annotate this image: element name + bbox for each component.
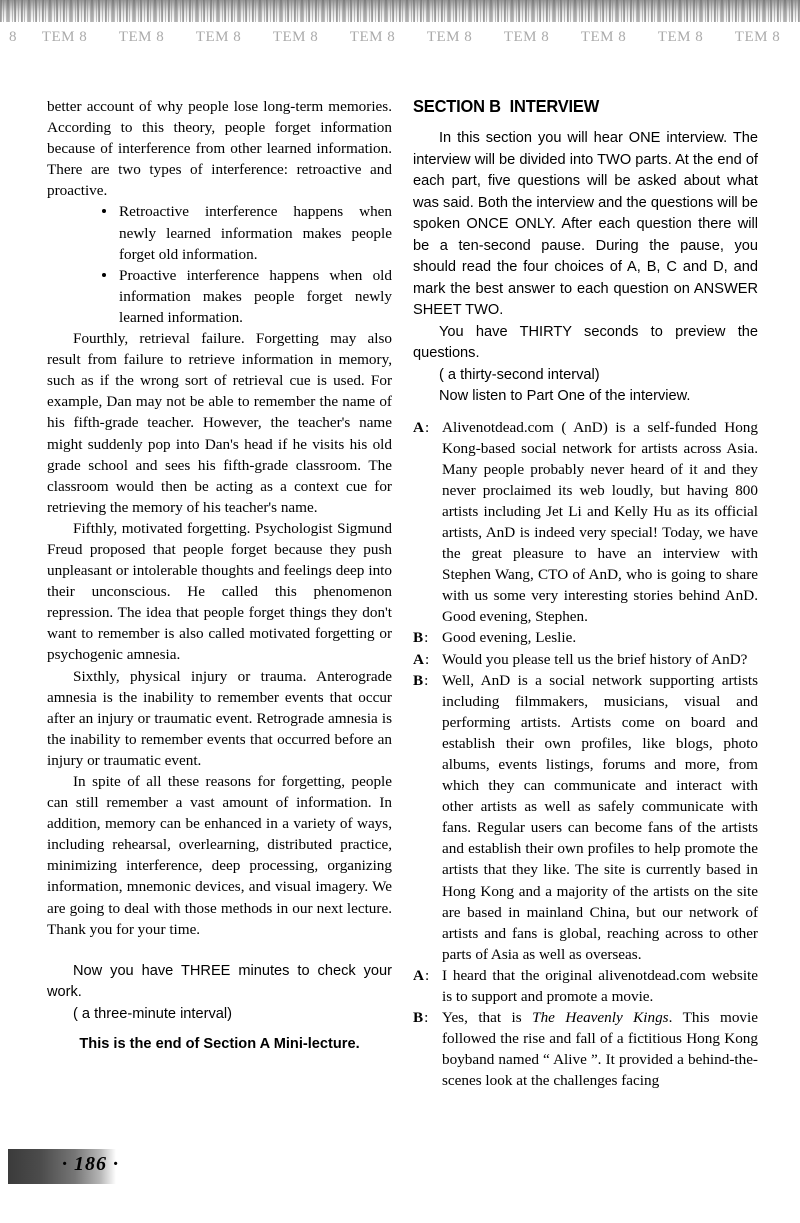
transcript-turn [413,1007,758,1091]
transcript-turn [413,965,758,1007]
running-head-mark: TEM 8 [349,28,396,45]
speaker-label: A: [413,650,430,668]
running-head-mark: TEM 8 [41,28,88,45]
list-item [47,265,392,328]
running-head-mark: TEM 8 [195,28,242,45]
speaker-label: B: [413,671,429,689]
running-head-mark: TEM 8 [657,28,704,45]
running-head-mark: TEM 8 [503,28,550,45]
transcript-text-tail: . This movie followed the rise and fall of a fictitious Hong Kong boyband named “ Alive ”. It provided a behind-the-scenes look at the challenges facing [442,1009,758,1090]
transcript-turn [413,417,758,628]
thirty-second-interval-note: ( a thirty-second interval) [439,366,600,383]
transcript-text-lead: Yes, that is [442,1009,533,1027]
interference-types-list [47,201,392,328]
speaker-label: B: [413,1009,429,1027]
left-column [47,96,392,1056]
running-head-mark-partial: 8 [9,28,17,45]
preview-instruction: You have THIRTY seconds to preview the questions. [413,323,758,361]
transcript-text: Alivenotdead.com ( AnD) is a self-funded Hong Kong-based social network for artists across Asia. Many people probably never heard of it and they never proclaimed its web loudly, but having 800 artists including Jet Li and Kelly Hu as its official artists, AnD is indeed very special! Today, we have the great pleasure to have an interview with Stephen Wang, CTO of AnD, who is going to share with us some very interesting stories behind AnD. Good evening, Stephen. [442,418,758,626]
three-minute-interval-note: ( a three-minute interval) [73,1005,232,1022]
list-item-label: Retroactive interference happens when newly learned information makes people forget old information. [119,203,392,263]
spacer [47,940,392,961]
listen-part-one-note: Now listen to Part One of the interview. [439,388,691,404]
speaker-label: A: [413,966,430,984]
page-number: · 186 · [62,1153,119,1175]
check-work-instruction: Now you have THREE minutes to check your work. [47,962,392,1001]
speaker-label: B: [413,629,429,647]
running-head-mark: TEM 8 [272,28,319,45]
transcript-text: Well, AnD is a social network supporting artists including filmmakers, musicians, visual and performing artists. Artists come on board and establish their own profiles, like blogs, photo albums, events listings, forums and more, from which they can communicate and interact with other artists as well as safely communicate with fans. Regular users can become fans of the artists and establish their own profiles to help promote the artists that they like. The site is currently based in Hong Kong and a majority of the artists on the site are based in mainland China, but our network of artists and fans is global, reaching across to other parts of Asia as well as overseas. [442,671,758,963]
paragraph-motivated-forgetting: Fifthly, motivated forgetting. Psychologist Sigmund Freud proposed that people forget because they push unpleasant or intolerable thoughts and feelings deep into their unconscious. He called this phenomenon repression. The idea that people forget things they don't want to remember is also called motivated forgetting or psychogenic amnesia. [47,519,392,664]
bullet-icon [102,273,106,277]
paragraph-physical-injury: Sixthly, physical injury or trauma. Anterograde amnesia is the inability to remember events that occur after an injury or traumatic event. Retrograde amnesia is the inability to remember events that occurred before an injury or traumatic event. [47,667,392,769]
list-item-label: Proactive interference happens when old information makes people forget newly learned information. [119,266,392,326]
transcript-text: I heard that the original alivenotdead.com website is to support and promote a movie. [442,966,758,1006]
spacer [47,1025,392,1034]
speaker-label: A: [413,418,430,436]
transcript-turn [413,627,758,648]
paragraph-conclusion: In spite of all these reasons for forgetting, people can still remember a vast amount of information. In addition, memory can be enhanced in a variety of ways, including rehearsal, overlearning, distributed practice, minimizing interference, deep processing, organizing information, mnemonic devices, and visual imagery. We are going to deal with those methods in our next lecture. Thank you for your time. [47,773,392,938]
bullet-icon [102,209,106,213]
running-head-marks [0,24,800,50]
movie-title: The Heavenly Kings [532,1009,669,1027]
running-head-mark: TEM 8 [426,28,473,45]
end-of-section-notice: This is the end of Section A Mini-lecture. [79,1036,360,1053]
transcript-text: Would you please tell us the brief history of AnD? [442,650,748,668]
right-column [413,96,758,1092]
running-head [0,0,800,60]
section-b-heading: SECTION B INTERVIEW [413,96,600,116]
running-head-mark: TEM 8 [734,28,781,45]
transcript-turn [413,649,758,670]
transcript-text: Good evening, Leslie. [442,629,577,647]
spacer [413,408,758,417]
paragraph-retrieval-failure: Fourthly, retrieval failure. Forgetting may also result from failure to retrieve information in memory, such as if the wrong sort of retrieval cue is used. For example, Dan may not be able to remember the name of his fifth-grade teacher. However, the teacher's name might suddenly pop into Dan's head if he visits his old grade school and sees his fifth-grade classroom. The classroom would then be acting as a context cue for retrieving the memory of his teacher's name. [47,330,392,516]
section-b-instruction-primary: In this section you will hear ONE interview. The interview will be divided into TWO parts. At the end of each part, five questions will be asked about what was said. Both the interview and the questions will be spoken ONCE ONLY. After each question there will be a ten-second pause. During the pause, you should read the four choices of A, B, C and D, and mark the best answer to each question on ANSWER SHEET TWO. [413,130,758,318]
transcript-turn [413,670,758,965]
list-item [47,201,392,264]
running-head-mark: TEM 8 [580,28,627,45]
paragraph-continuation: better account of why people lose long-term memories. According to this theory, people forget information because of interference from other learned information. There are two types of interference: retroactive and proactive. [47,98,392,200]
page-footer [0,1147,300,1187]
interview-transcript [413,417,758,1092]
running-head-mark: TEM 8 [118,28,165,45]
scan-noise-band [0,0,800,22]
